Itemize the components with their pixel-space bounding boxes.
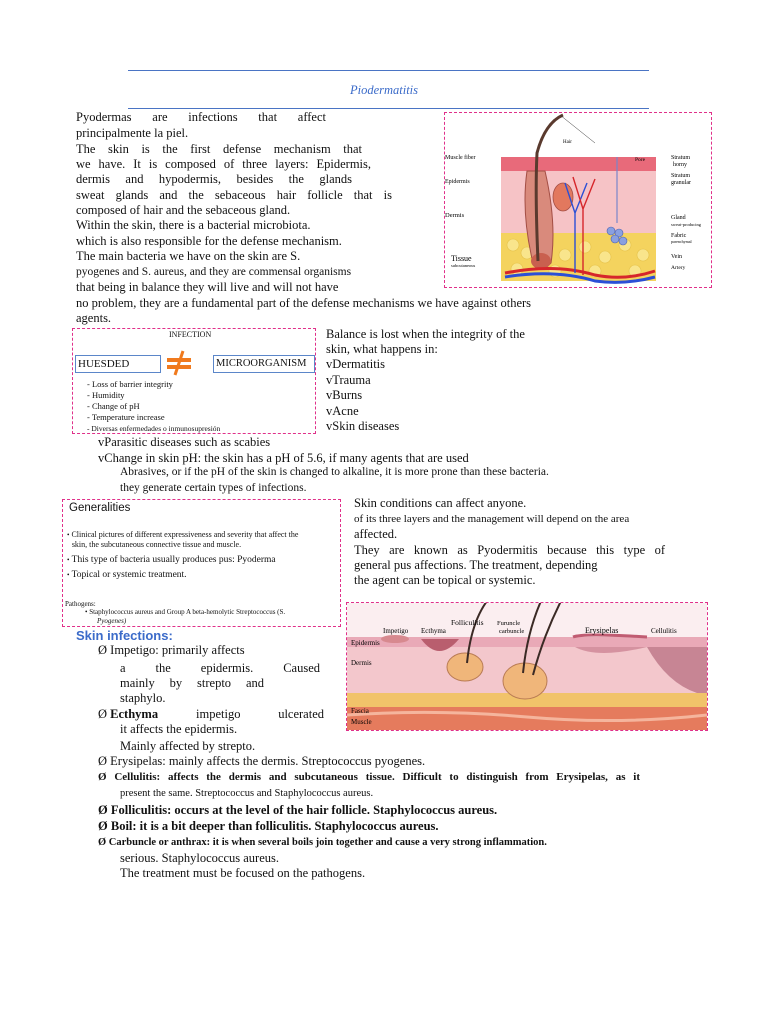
label-dermis-band: Dermis xyxy=(351,659,372,667)
microorganism-box: MICROORGANISM xyxy=(213,355,315,373)
factor-list xyxy=(87,379,220,434)
impetigo-line-4: staphylo. xyxy=(120,691,166,705)
generalities-bullet-1: • Clinical pictures of different expressiveness and severity that affect the skin, the subcutaneous connective tissue and muscle. xyxy=(67,530,299,549)
label-stratum-horny: Stratum xyxy=(671,155,690,161)
label-dermis: Dermis xyxy=(445,212,465,219)
balance-item: vBurns xyxy=(326,388,363,402)
intro-line-10: The main bacteria we have on the skin are S. xyxy=(76,249,301,263)
label-muscle: Muscle xyxy=(351,718,372,726)
imbalance-icon xyxy=(165,349,193,377)
factor-item: - Change of pH xyxy=(87,401,140,411)
dermis-layer xyxy=(501,171,656,233)
label-gland: Gland xyxy=(671,215,686,221)
balance-item: vChange in skin pH: the skin has a pH of 5.6, if many agents that are used xyxy=(98,451,469,465)
conditions-line-2: of its three layers and the management will depend on the area xyxy=(354,513,630,525)
label-artery: Artery xyxy=(671,265,686,271)
label-impetigo: Impetigo xyxy=(383,627,409,635)
ecthyma-line-3: Mainly affected by strepto. xyxy=(120,739,256,753)
intro-line-1: Pyodermas are infections that affect xyxy=(76,110,326,124)
impetigo-line-3: mainly by strepto and xyxy=(120,676,264,690)
impetigo-line-1: Ø Impetigo: primarily affects xyxy=(98,643,245,657)
label-fabric: Fabric xyxy=(671,233,687,239)
folliculitis-line: Ø Folliculitis: occurs at the level of the hair follicle. Staphylococcus aureus. xyxy=(98,803,498,817)
intro-line-3: The skin is the first defense mechanism that xyxy=(76,142,362,156)
label-folliculitis: Folliculitis xyxy=(451,618,484,627)
intro-line-7: composed of hair and the sebaceous gland. xyxy=(76,203,291,217)
pathogens-line-2: Pyogenes) xyxy=(97,617,127,625)
intro-line-13: no problem, they are a fundamental part of the defense mechanisms we have against others xyxy=(76,296,532,310)
skin-anatomy-illustration xyxy=(445,113,711,287)
carbuncle-line: Ø Carbuncle or anthrax: it is when several boils join together and cause a very strong inflammation. xyxy=(98,837,547,848)
balance-item: vTrauma xyxy=(326,373,371,387)
cellulitis-line-1: Ø Cellulitis: affects the dermis and subcutaneous tissue. Difficult to distinguish from Erysipelas, as it xyxy=(98,771,640,783)
epidermis-layer xyxy=(501,157,656,171)
label-furuncle: Furuncle xyxy=(497,620,521,627)
cellulitis-line-2: present the same. Streptococcus and Staphylococcus aureus. xyxy=(120,788,374,799)
host-box: HUESDED xyxy=(75,355,161,373)
intro-line-5: dermis and hypodermis, besides the glands xyxy=(76,172,352,186)
generalities-bullet-2: • This type of bacteria usually produces pus: Pyoderma xyxy=(67,555,276,565)
label-epidermis-band: Epidermis xyxy=(351,639,380,647)
boil-line: Ø Boil: it is a bit deeper than folliculitis. Staphylococcus aureus. xyxy=(98,819,439,833)
balance-item: vAcne xyxy=(326,404,359,418)
conditions-line-6: the agent can be topical or systemic. xyxy=(354,573,536,587)
skin-infections-figure xyxy=(346,602,708,731)
label-stratum-granular-2: granular xyxy=(671,180,691,186)
label-stratum-granular: Stratum xyxy=(671,173,690,179)
intro-line-12: that being in balance they will live and will not have xyxy=(76,280,339,294)
factor-item: - Diversas enfermedades o inmunosupresión xyxy=(87,424,221,433)
intro-line-14: agents. xyxy=(76,311,112,325)
label-tissue-sub: subcutaneous xyxy=(451,263,476,268)
balance-item: vParasitic diseases such as scabies xyxy=(98,435,271,449)
balance-cont-1: Abrasives, or if the pH of the skin is changed to alkaline, it is more prone than these bacteria. xyxy=(120,466,549,478)
intro-line-6: sweat glands and the sebaceous hair follicle that is xyxy=(76,188,392,202)
serious-line: serious. Staphylococcus aureus. xyxy=(120,851,279,865)
balance-line-1: Balance is lost when the integrity of the xyxy=(326,327,525,341)
conditions-line-1: Skin conditions can affect anyone. xyxy=(354,496,527,510)
infection-title: INFECTION xyxy=(169,330,212,339)
treatment-line: The treatment must be focused on the pathogens. xyxy=(120,866,366,880)
ecthyma-line-2: it affects the epidermis. xyxy=(120,722,238,736)
skin-anatomy-figure xyxy=(444,112,712,288)
intro-line-11: pyogenes and S. aureus, and they are commensal organisms xyxy=(76,266,352,278)
label-hair: Hair xyxy=(563,140,572,145)
label-carbuncle: carbuncle xyxy=(499,628,525,635)
label-epidermis: Epidermis xyxy=(445,179,470,185)
conditions-line-4: They are known as Pyodermitis because this type of xyxy=(354,543,665,557)
skin-infections-heading: Skin infections: xyxy=(76,628,173,643)
balance-line-2: skin, what happens in: xyxy=(326,342,438,356)
factor-item: - Loss of barrier integrity xyxy=(87,379,173,389)
generalities-bullet-3: • Topical or systemic treatment. xyxy=(67,570,187,580)
label-fascia: Fascia xyxy=(351,707,369,715)
page-title: Piodermatitis xyxy=(349,83,419,97)
intro-line-8: Within the skin, there is a bacterial microbiota. xyxy=(76,218,311,232)
balance-item: vSkin diseases xyxy=(326,419,400,433)
skin-infections-illustration xyxy=(347,603,707,730)
label-ecthyma: Ecthyma xyxy=(421,627,446,635)
factor-item: - Humidity xyxy=(87,390,125,400)
label-pore: Pore xyxy=(635,157,646,163)
intro-line-9: which is also responsible for the defense mechanism. xyxy=(76,234,342,248)
balance-item: vDermatitis xyxy=(326,357,386,371)
pathogens-label: Pathogens: xyxy=(65,600,96,608)
factor-item: - Temperature increase xyxy=(87,412,165,422)
label-vein: Vein xyxy=(671,254,682,260)
balance-cont-2: they generate certain types of infections. xyxy=(120,482,307,494)
conditions-line-3: affected. xyxy=(354,527,398,541)
conditions-line-5: general pus affections. The treatment, depending xyxy=(354,558,598,572)
impetigo-line-2: a the epidermis. Caused xyxy=(120,661,320,675)
ecthyma-line-1-rest: impetigo ulcerated xyxy=(196,707,324,721)
pathogens-line-1: • Staphylococcus aureus and Group A beta-hemolytic Streptococcus (S. xyxy=(85,608,286,616)
label-gland-sub: sweat-producing xyxy=(671,222,701,227)
label-stratum-horny-2: horny xyxy=(673,162,687,168)
intro-line-2: principalmente la piel. xyxy=(76,126,189,140)
header-rule-bottom xyxy=(128,108,649,109)
generalities-box xyxy=(62,499,341,627)
label-erysipelas: Erysipelas xyxy=(585,626,619,635)
header-rule-top xyxy=(128,70,649,71)
intro-line-4: we have. It is composed of three layers: Epidermis, xyxy=(76,157,371,171)
label-cellulitis: Cellulitis xyxy=(651,627,677,635)
erysipelas-line: Ø Erysipelas: mainly affects the dermis. Streptococcus pyogenes. xyxy=(98,754,426,768)
label-tissue: Tissue xyxy=(451,254,472,263)
label-muscle-fiber: Muscle fiber xyxy=(445,155,476,161)
ecthyma-line-1: Ø Ecthyma xyxy=(98,707,159,721)
label-fabric-sub: parenchymal xyxy=(671,239,692,244)
generalities-title: Generalities xyxy=(69,502,131,514)
infection-diagram xyxy=(72,328,316,434)
